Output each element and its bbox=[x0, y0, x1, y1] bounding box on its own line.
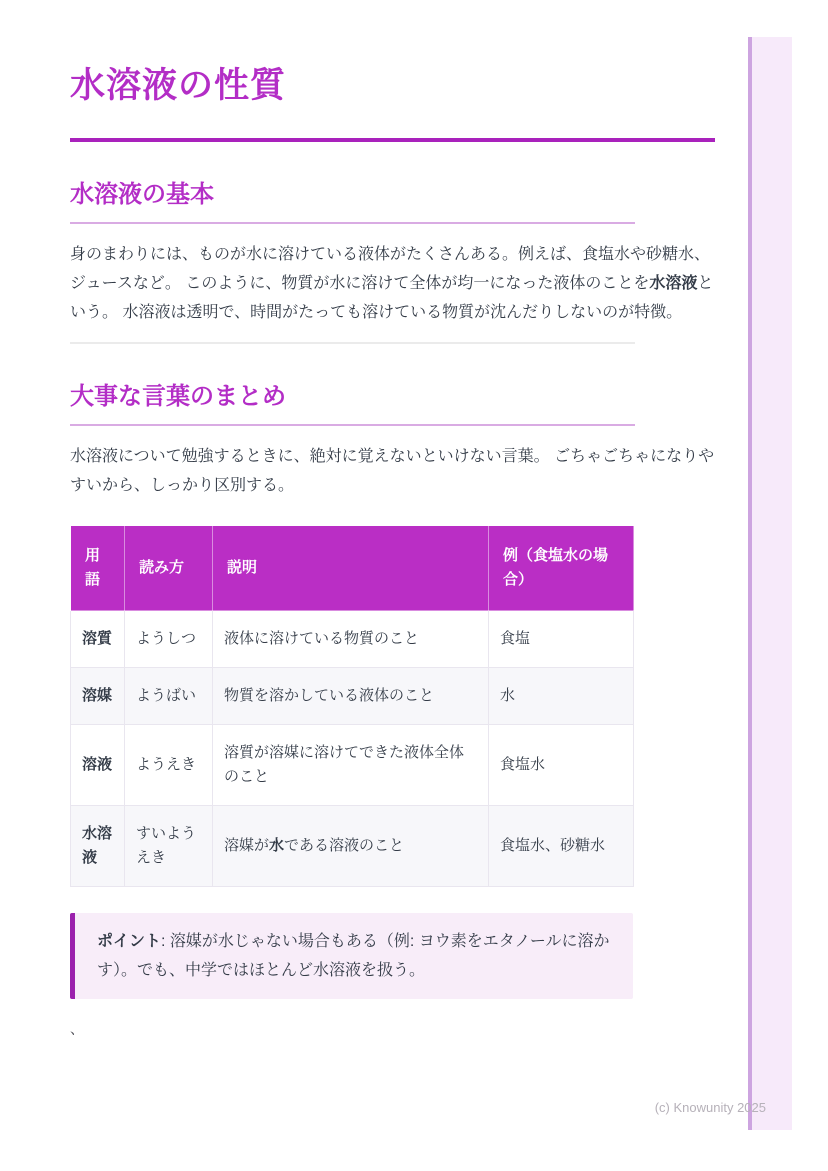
desc-text: 物質を溶かしている液体のこと bbox=[224, 687, 435, 704]
point-callout bbox=[70, 913, 633, 999]
cell-term: 水溶液 bbox=[71, 806, 125, 887]
paragraph-bold-term: 水溶液 bbox=[649, 275, 698, 292]
point-text bbox=[97, 927, 611, 985]
cell-reading: ようばい bbox=[125, 668, 213, 725]
document-page bbox=[70, 0, 715, 1039]
desc-text: 液体に溶けている物質のこと bbox=[224, 630, 420, 647]
desc-text: 溶質が溶媒に溶けてできた液体全体のこと bbox=[224, 744, 465, 785]
title-rule bbox=[70, 138, 715, 142]
desc-text: 溶媒が bbox=[224, 837, 270, 854]
point-label: ポイント bbox=[97, 933, 162, 950]
cell-description bbox=[213, 668, 489, 725]
heading-underline bbox=[70, 424, 635, 426]
section-basics bbox=[70, 178, 715, 327]
section-heading-terms: 大事な言葉のまとめ bbox=[70, 383, 286, 410]
desc-bold: 水 bbox=[269, 837, 285, 854]
heading-underline bbox=[70, 222, 635, 224]
section-divider bbox=[70, 342, 635, 344]
cell-example: 食塩水、砂糖水 bbox=[489, 806, 634, 887]
cell-term: 溶質 bbox=[71, 611, 125, 668]
section-terms bbox=[70, 380, 715, 999]
cell-example: 食塩水 bbox=[489, 725, 634, 806]
cell-description bbox=[213, 725, 489, 806]
section-heading-basics: 水溶液の基本 bbox=[70, 181, 214, 208]
cell-description bbox=[213, 611, 489, 668]
table-header-row bbox=[71, 526, 634, 611]
cell-example: 水 bbox=[489, 668, 634, 725]
point-body: : 溶媒が水じゃない場合もある（例: ヨウ素をエタノールに溶かす）。でも、中学ではほとんど水溶液を扱う。 bbox=[97, 933, 610, 979]
paragraph-terms-intro: 水溶液について勉強するときに、絶対に覚えないといけない言葉。 ごちゃごちゃになりやすいから、しっかり区別する。 bbox=[70, 448, 715, 494]
desc-text: である溶液のこと bbox=[284, 837, 405, 854]
paragraph-text: という。 水溶液は透明で、時間がたっても溶けている物質が沈んだりしないのが特徴。 bbox=[70, 275, 714, 321]
table-row bbox=[71, 611, 634, 668]
table-row bbox=[71, 725, 634, 806]
column-header-example: 例（食塩水の場合） bbox=[489, 526, 634, 611]
page-title: 水溶液の性質 bbox=[70, 66, 287, 105]
cell-example: 食塩 bbox=[489, 611, 634, 668]
footer-credit: (c) Knowunity 2025 bbox=[654, 1100, 766, 1115]
column-header-reading: 読み方 bbox=[125, 526, 213, 611]
cell-term: 溶媒 bbox=[71, 668, 125, 725]
page-edge-decoration bbox=[748, 37, 792, 1130]
cell-term: 溶液 bbox=[71, 725, 125, 806]
table-row bbox=[71, 806, 634, 887]
terms-table bbox=[70, 525, 634, 887]
cell-reading: ようえき bbox=[125, 725, 213, 806]
column-header-description: 説明 bbox=[213, 526, 489, 611]
table-row bbox=[71, 668, 634, 725]
paragraph-text: 身のまわりには、ものが水に溶けている液体がたくさんある。例えば、食塩水や砂糖水、ジュースなど。 このように、物質が水に溶けて全体が均一になった液体のことを bbox=[70, 246, 711, 292]
cell-reading: ようしつ bbox=[125, 611, 213, 668]
cell-reading: すいようえき bbox=[125, 806, 213, 887]
stray-comma: 、 bbox=[70, 1021, 84, 1037]
paragraph-basics bbox=[70, 240, 715, 327]
cell-description bbox=[213, 806, 489, 887]
column-header-term: 用語 bbox=[71, 526, 125, 611]
